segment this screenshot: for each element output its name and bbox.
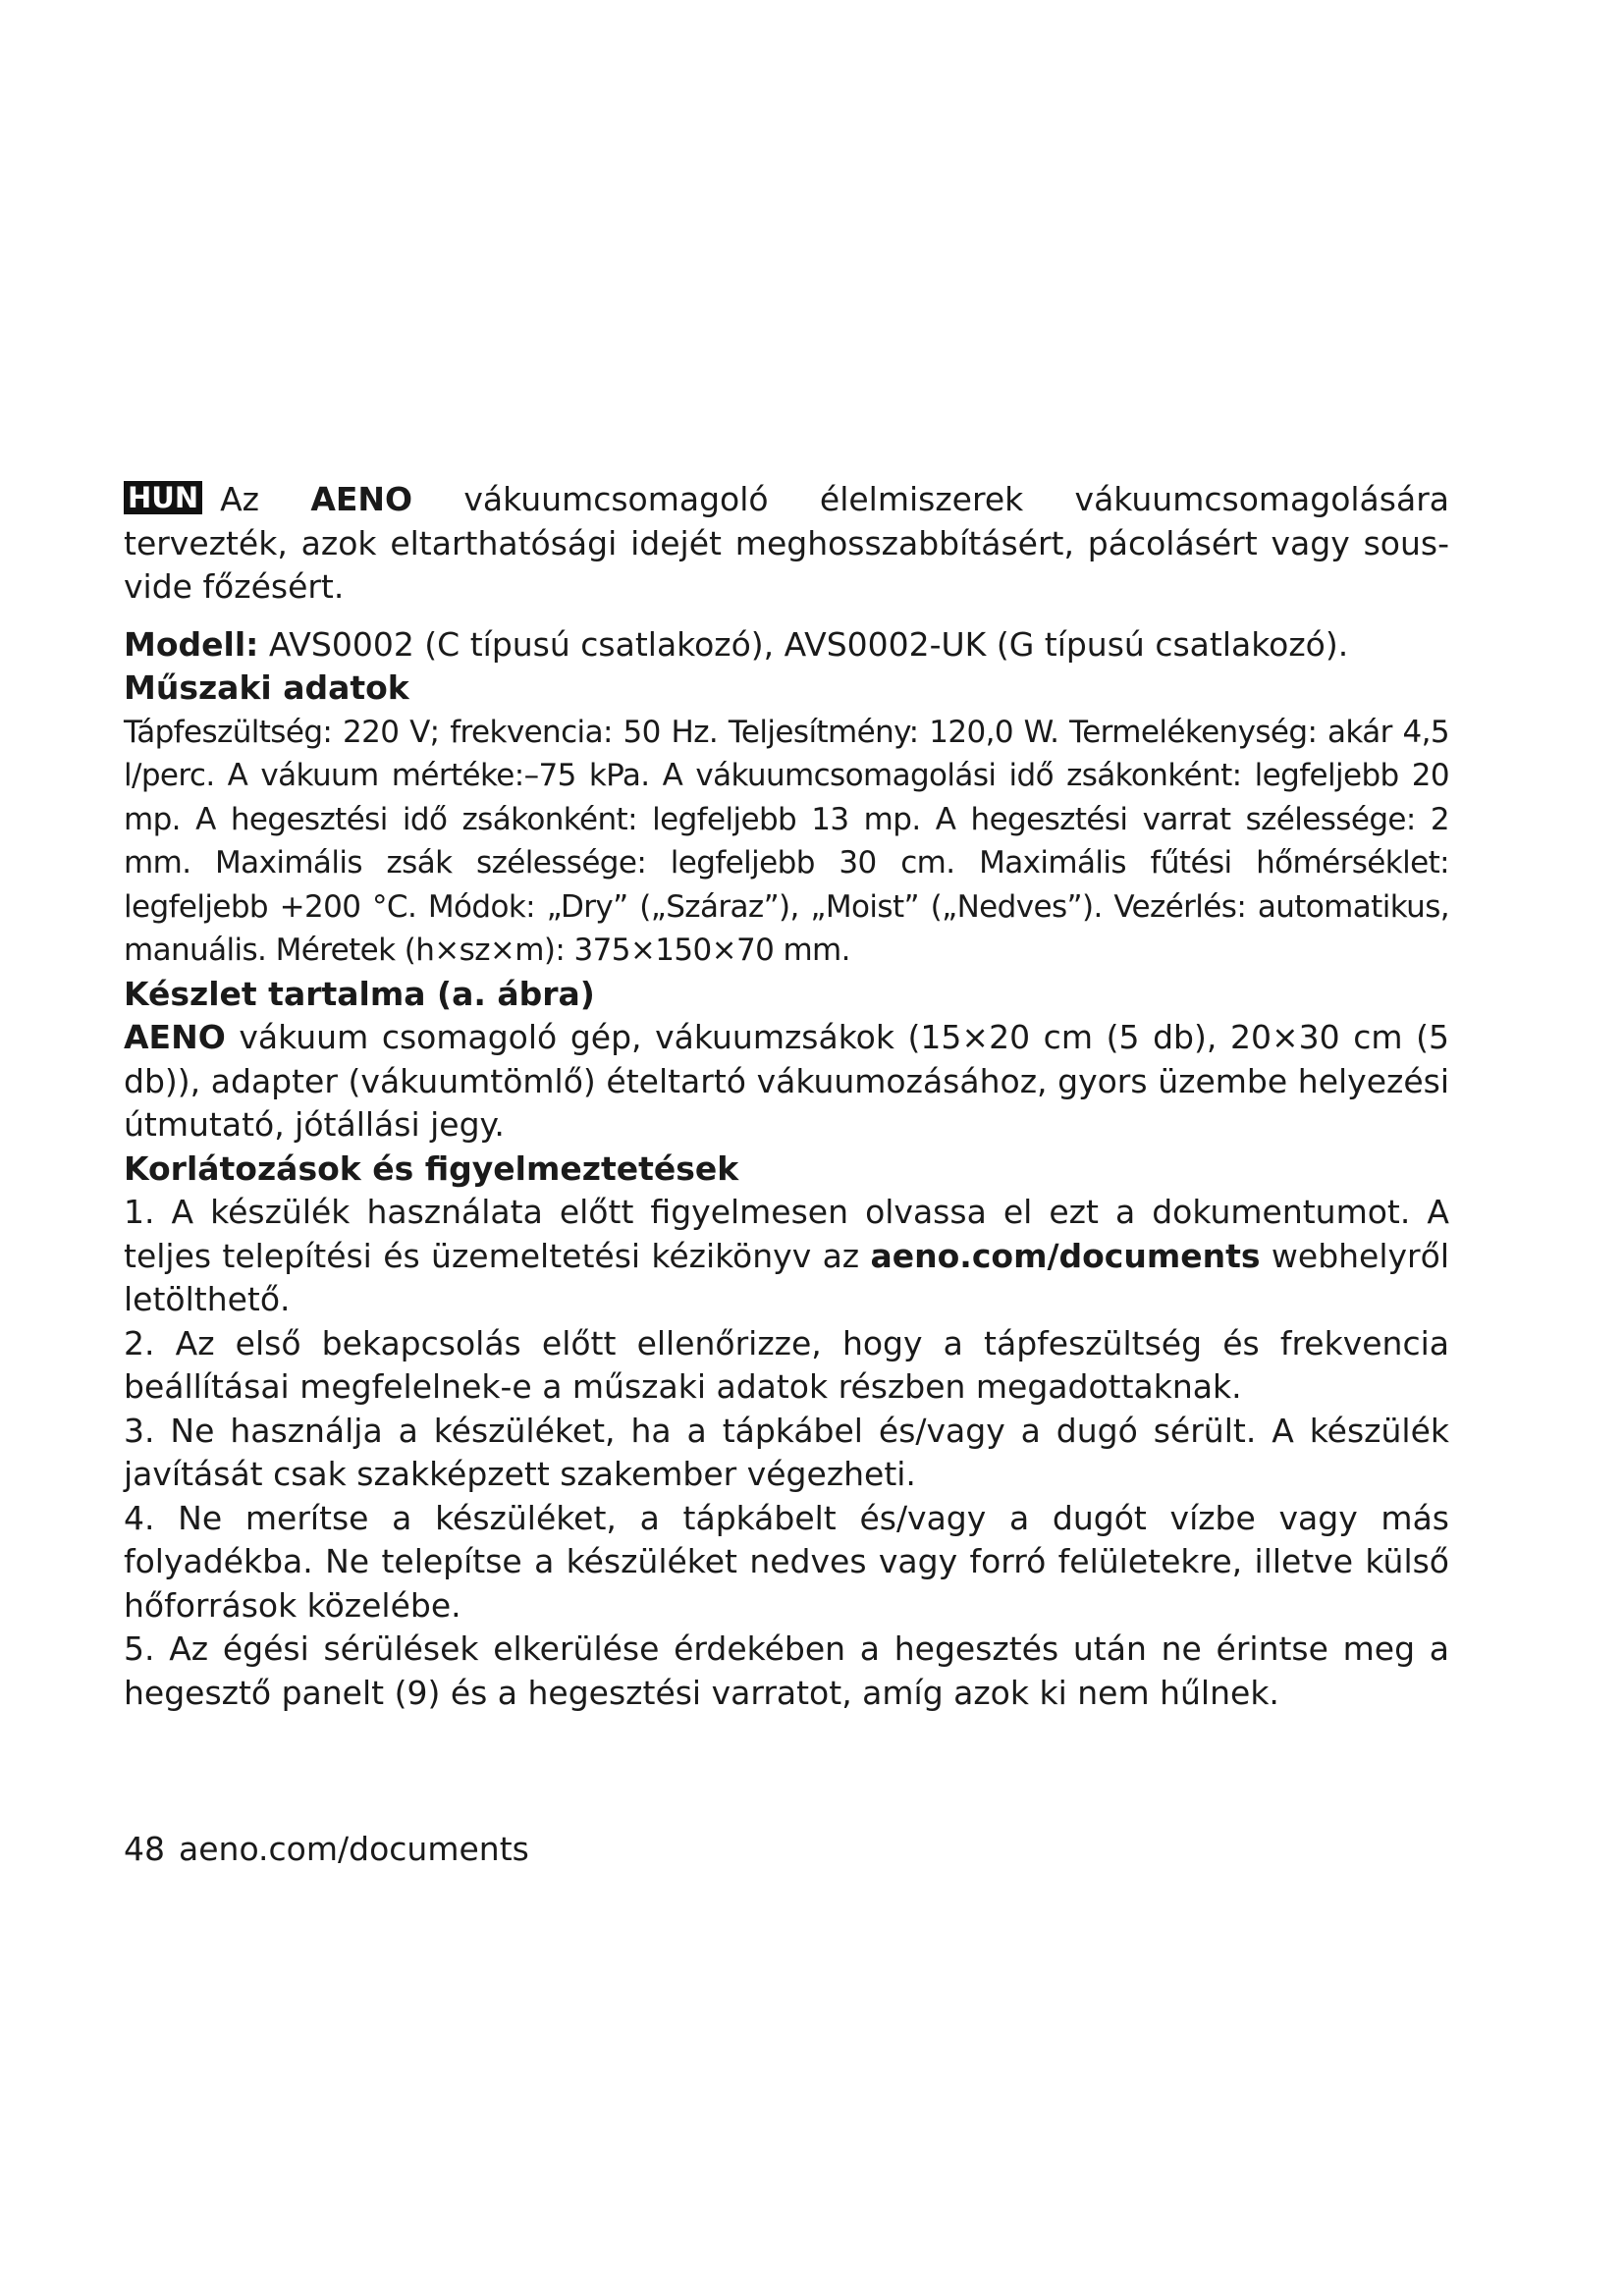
intro-lead: Az	[220, 480, 259, 518]
warnings-heading: Korlátozások és figyelmeztetések	[124, 1148, 739, 1188]
warning-item-1-text: 1. A készülék használata előtt figyelmesen olvassa el ezt a dokumentumot. A teljes telepítési és üzemeltetési kézikönyv az	[124, 1193, 1449, 1275]
page-number: 48	[124, 1830, 165, 1868]
intro-paragraph	[124, 478, 1449, 610]
footer-site: aeno.com/documents	[179, 1830, 529, 1868]
warning-item-5: 5. Az égési sérülések elkerülése érdekében a hegesztés után ne érintse meg a hegesztő panelt (9) és a hegesztési varratot, amíg azok ki nem hűlnek.	[124, 1629, 1449, 1712]
documents-link[interactable]: aeno.com/documents	[870, 1236, 1261, 1275]
warning-item-1	[124, 1191, 1449, 1322]
model-label: Modell:	[124, 624, 259, 664]
tech-heading: Műszaki adatok	[124, 668, 409, 707]
kit-brand: AENO	[124, 1018, 226, 1056]
kit-paragraph	[124, 1016, 1449, 1148]
warning-item-1-tail: webhelyről letölthető.	[124, 1236, 1449, 1318]
warning-item-4: 4. Ne merítse a készüléket, a tápkábelt és/vagy a dugót vízbe vagy más folyadékba. Ne telepítse a készüléket nedves vagy forró felületekre, illetve külső hőforrások közelébe.	[124, 1498, 1449, 1625]
page-footer	[124, 1828, 529, 1871]
intro-text: vákuumcsomagoló élelmiszerek vákuumcsomagolására tervezték, azok eltarthatósági idejét meghosszabbításért, pácolásért vagy sous-vide főzésért.	[124, 480, 1449, 606]
model-paragraph	[124, 623, 1449, 667]
kit-text: vákuum csomagoló gép, vákuumzsákok (15×20 cm (5 db), 20×30 cm (5 db)), adapter (vákuumtömlő) ételtartó vákuumozásához, gyors üzembe helyezési útmutató, jótállási jegy.	[124, 1018, 1449, 1144]
warning-item-3: 3. Ne használja a készüléket, ha a tápkábel és/vagy a dugó sérült. A készülék javítását csak szakképzett szakember végezheti.	[124, 1411, 1449, 1493]
warning-item-2: 2. Az első bekapcsolás előtt ellenőrizze, hogy a tápfeszültség és frekvencia beállításai megfelelnek-e a műszaki adatok részben megadottaknak.	[124, 1323, 1449, 1406]
document-body	[124, 478, 1449, 1715]
language-badge: HUN	[124, 481, 202, 514]
model-text: AVS0002 (C típusú csatlakozó), AVS0002-UK (G típusú csatlakozó).	[268, 624, 1349, 664]
kit-heading: Készlet tartalma (a. ábra)	[124, 974, 595, 1013]
intro-brand: AENO	[310, 480, 413, 518]
tech-text: Tápfeszültség: 220 V; frekvencia: 50 Hz. Teljesítmény: 120,0 W. Termelékenység: akár 4,5 l/perc. A vákuum mértéke:–75 kPa. A vákuumcsomagolási idő zsákonként: legfeljebb 20 mp. A hegesztési idő zsákonként: legfeljebb 13 mp. A hegesztési varrat szélessége: 2 mm. Maximális zsák szélessége: legfeljebb 30 cm. Maximális fűtési hőmérséklet: legfeljebb +200 °C. Módok: „Dry” („Száraz”), „Moist” („Nedves”). Vezérlés: automatikus, manuális. Méretek (h×sz×m): 375×150×70 mm.	[124, 714, 1449, 968]
